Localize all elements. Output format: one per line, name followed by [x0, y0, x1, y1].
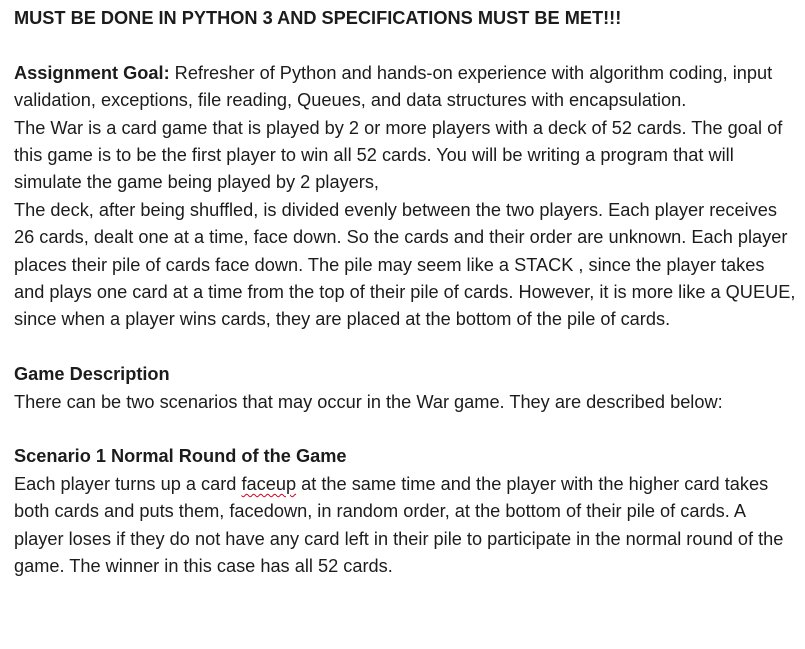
assignment-goal-paragraph	[14, 60, 799, 115]
intro-paragraph-deck-queue: The deck, after being shuffled, is divided evenly between the two players. Each player receives 26 cards, dealt one at a time, face down. So the cards and their order are unknown. Each player places their pile of cards face down. The pile may seem like a STACK , since the player takes and plays one card at a time from the top of their pile of cards. However, it is more like a QUEUE, since when a player wins cards, they are placed at the bottom of the pile of cards.	[14, 199, 796, 330]
spellcheck-flagged-word: faceup	[241, 473, 297, 494]
scenario1-text-end: at the same time and the player with the higher card takes both cards and puts them, facedown, in random order, at the bottom of their pile of cards. A player loses if they do not have any card left in their pile to participate in the normal round of the game. The winner in this case has all 52 cards.	[14, 473, 784, 577]
assignment-goal-text: Refresher of Python and hands-on experience with algorithm coding, input validation, exceptions, file reading, Queues, and data structures with encapsulation.	[14, 62, 773, 111]
blank-line	[14, 416, 799, 443]
blank-line	[14, 32, 799, 59]
python3-warning: MUST BE DONE IN PYTHON 3 AND SPECIFICATIONS MUST BE MET!!!	[14, 8, 622, 28]
intro-paragraph-war-game: The War is a card game that is played by 2 or more players with a deck of 52 cards. The goal of this game is to be the first player to win all 52 cards. You will be writing a program that will simulate the game being played by 2 players,	[14, 117, 783, 193]
assignment-goal-label: Assignment Goal:	[14, 62, 170, 83]
blank-line	[14, 334, 799, 361]
assignment-document	[14, 0, 799, 580]
scenario1-heading: Scenario 1 Normal Round of the Game	[14, 446, 347, 467]
game-description-heading: Game Description	[14, 364, 170, 385]
scenario1-text	[14, 471, 799, 581]
scenario1-text-start: Each player turns up a card	[14, 473, 242, 494]
game-description-text: There can be two scenarios that may occur in the War game. They are described below:	[14, 391, 723, 412]
